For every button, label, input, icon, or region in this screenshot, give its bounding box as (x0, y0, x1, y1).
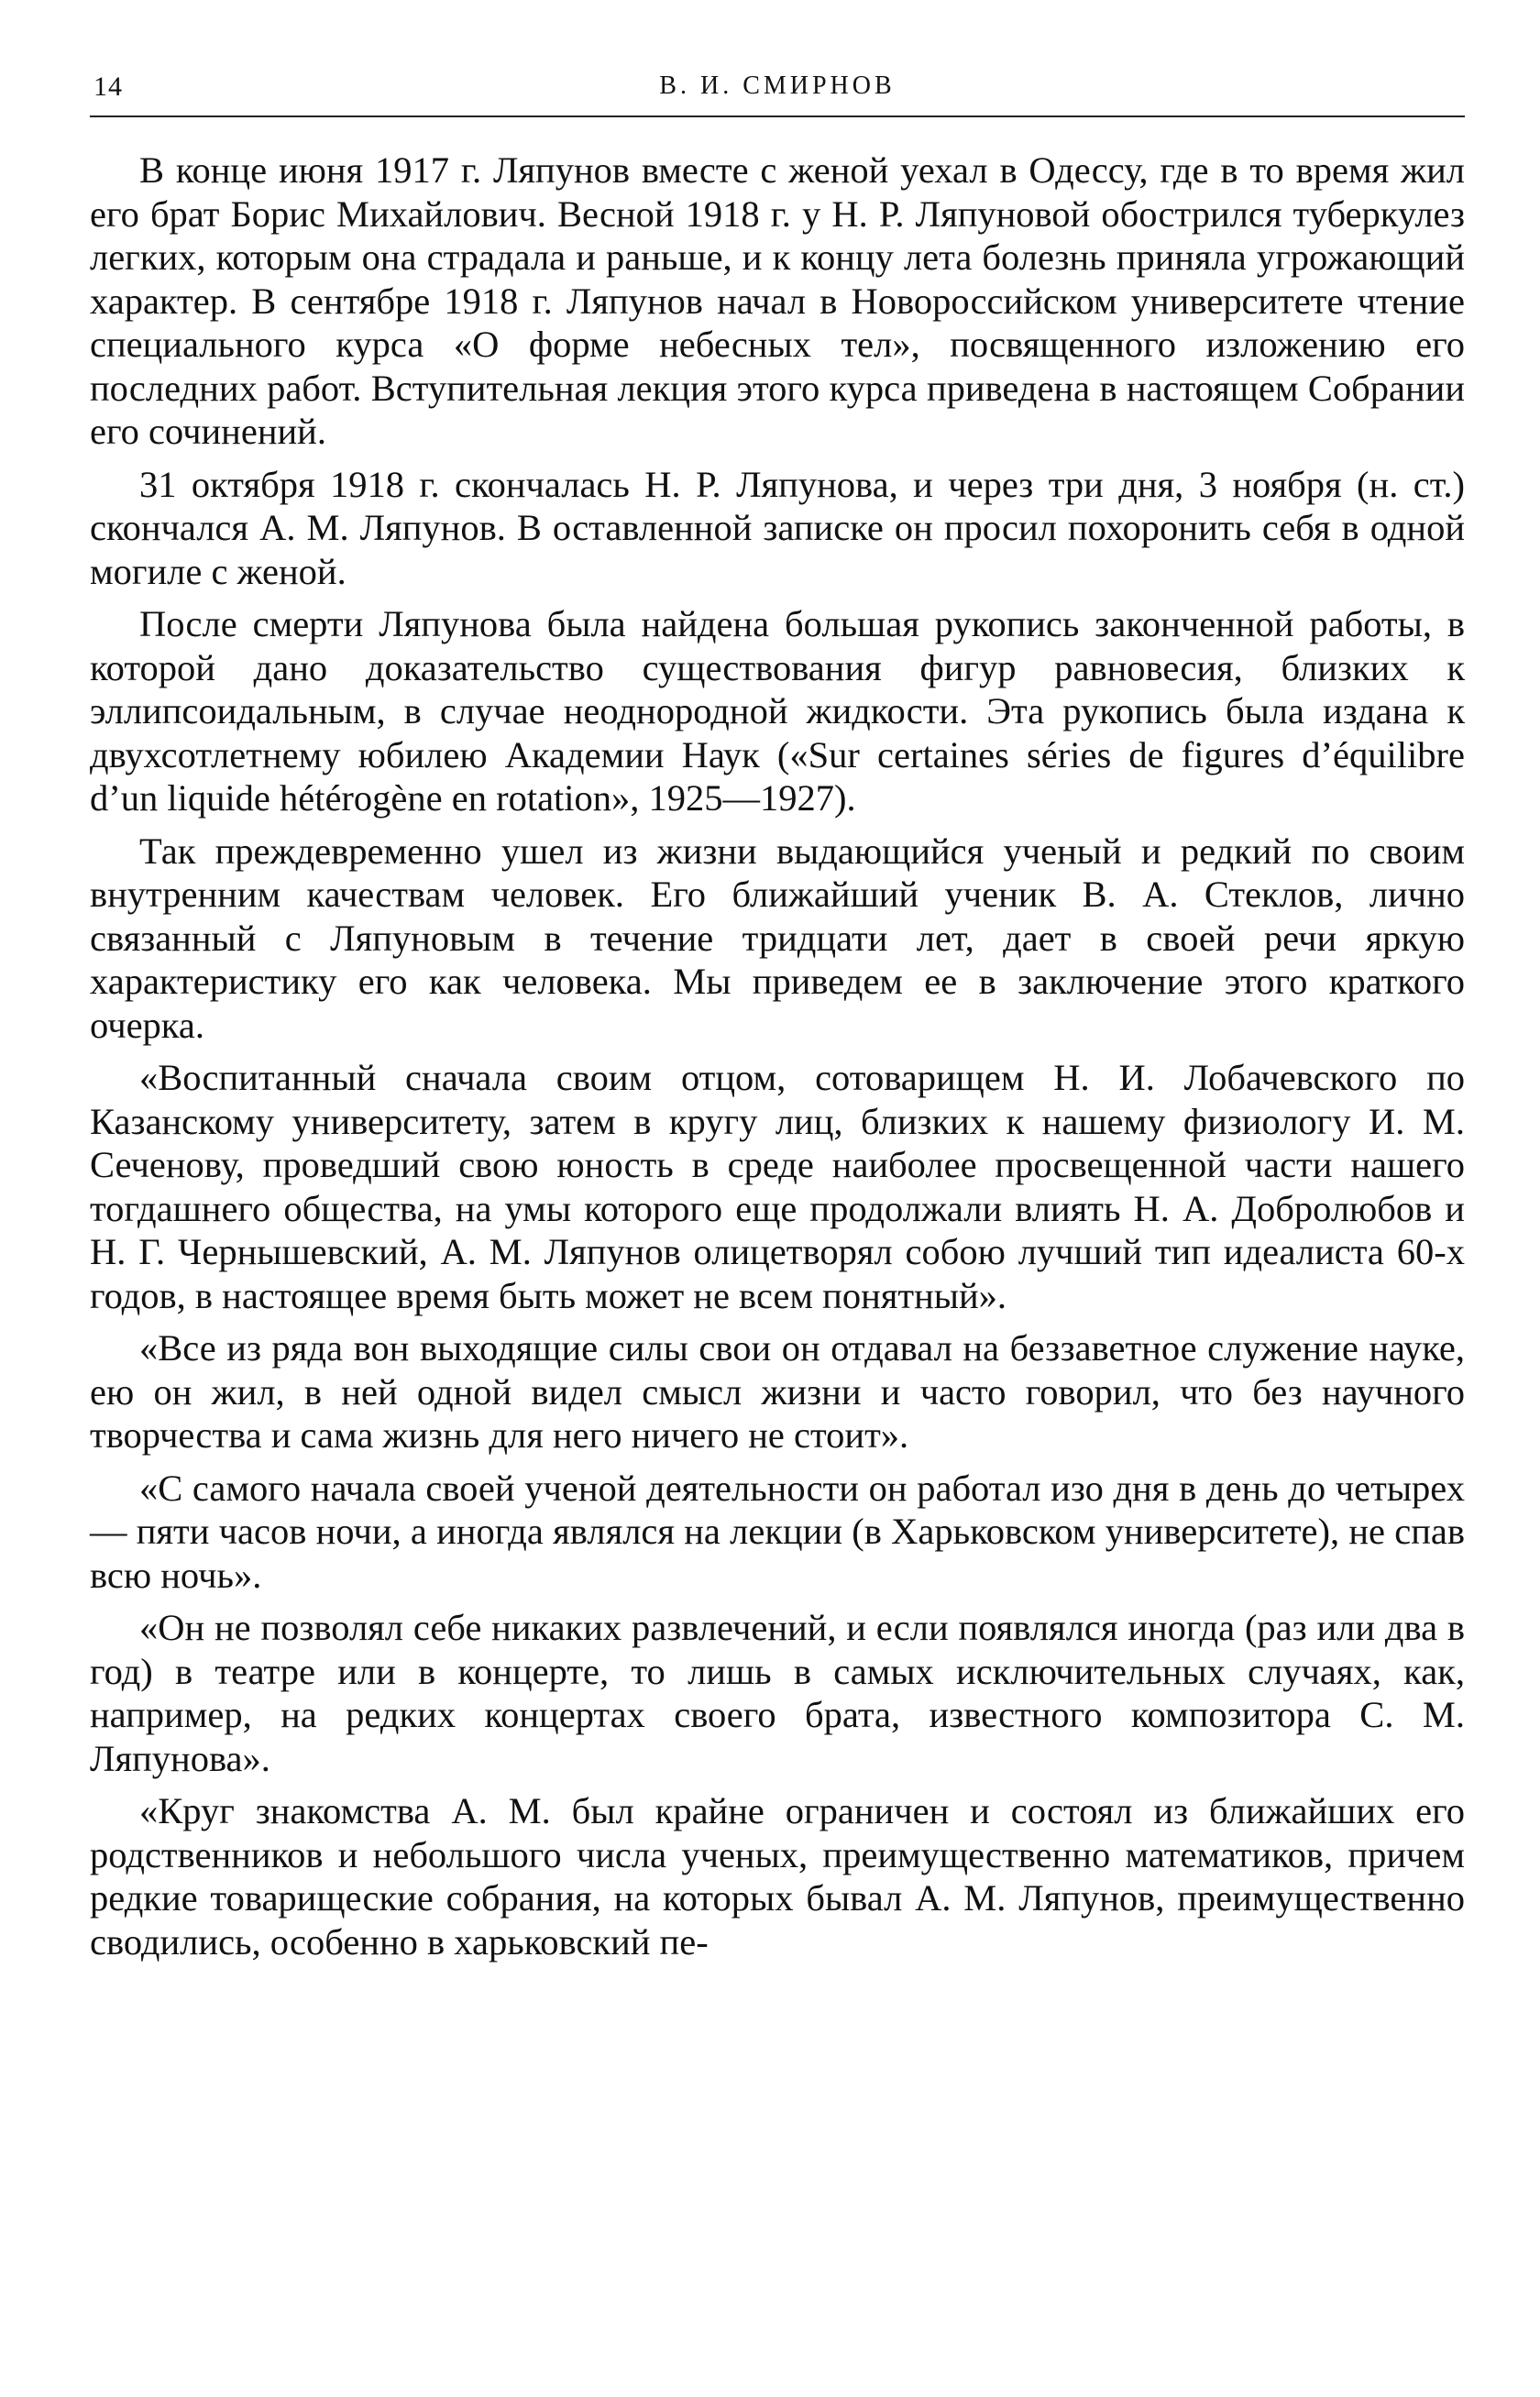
paragraph-5-quote: «Воспитанный сначала своим отцом, сотоварищем Н. И. Лобачевского по Казанскому университету, затем в кругу лиц, близких к нашему физиологу И. М. Сеченову, проведший свою юность в среде наиболее просвещенной части нашего тогдашнего общества, на умы которого еще продолжали влиять Н. А. Добролюбов и Н. Г. Чернышевский, А. М. Ляпунов олицетворял собою лучший тип идеалиста 60-х годов, в настоящее время быть может не всем понятный». (90, 1057, 1465, 1316)
paragraph-2: 31 октября 1918 г. скончалась Н. Р. Ляпунова, и через три дня, 3 ноября (н. ст.) скончался А. М. Ляпунов. В оставленной записке он просил похоронить себя в одной могиле с женой. (90, 463, 1465, 592)
paragraph-8-quote: «Он не позволял себе никаких развлечений, и если появлялся иногда (раз или два в год) в театре или в концерте, то лишь в самых исключительных случаях, как, например, на редких концертах своего брата, известного композитора С. М. Ляпунова». (90, 1607, 1465, 1779)
page-number: 14 (94, 71, 123, 102)
paragraph-9-quote: «Круг знакомства А. М. был крайне ограничен и состоял из ближайших его родственников и небольшого числа ученых, преимущественно математиков, причем редкие товарищеские собрания, на которых бывал А. М. Ляпунов, преимущественно сводились, особенно в харьковский пе- (90, 1790, 1465, 1963)
paragraph-1: В конце июня 1917 г. Ляпунов вместе с женой уехал в Одессу, где в то время жил его брат Борис Михайлович. Весной 1918 г. у Н. Р. Ляпуновой обострился туберкулез легких, которым она страдала и раньше, и к концу лета болезнь приняла угрожающий характер. В сентябре 1918 г. Ляпунов начал в Новороссийском университете чтение специального курса «О форме небесных тел», посвященного изложению его последних работ. Вступительная лекция этого курса приведена в настоящем Собрании его сочинений. (90, 149, 1465, 452)
paragraph-4: Так преждевременно ушел из жизни выдающийся ученый и редкий по своим внутренним качествам человек. Его ближайший ученик В. А. Стеклов, лично связанный с Ляпуновым в течение тридцати лет, дает в своей речи яркую характеристику его как человека. Мы приведем ее в заключение этого краткого очерка. (90, 830, 1465, 1046)
running-title: В. И. СМИРНОВ (659, 71, 896, 100)
paragraph-3: После смерти Ляпунова была найдена большая рукопись законченной работы, в которой дано доказательство существования фигур равновесия, близких к эллипсоидальным, в случае неоднородной жидкости. Эта рукопись была издана к двухсотлетнему юбилею Академии Наук («Sur certaines séries de figures d’équilibre d’un liquide hétérogène en rotation», 1925—1927). (90, 603, 1465, 819)
paragraph-6-quote: «Все из ряда вон выходящие силы свои он отдавал на беззаветное служение науке, ею он жил, в ней одной видел смысл жизни и часто говорил, что без научного творчества и сама жизнь для него ничего не стоит». (90, 1327, 1465, 1456)
paragraph-7-quote: «С самого начала своей ученой деятельности он работал изо дня в день до четырех — пяти часов ночи, а иногда являлся на лекции (в Харьковском университете), не спав всю ночь». (90, 1467, 1465, 1596)
body-text (90, 148, 1465, 1963)
running-head (90, 64, 1465, 117)
book-page (90, 64, 1465, 1973)
